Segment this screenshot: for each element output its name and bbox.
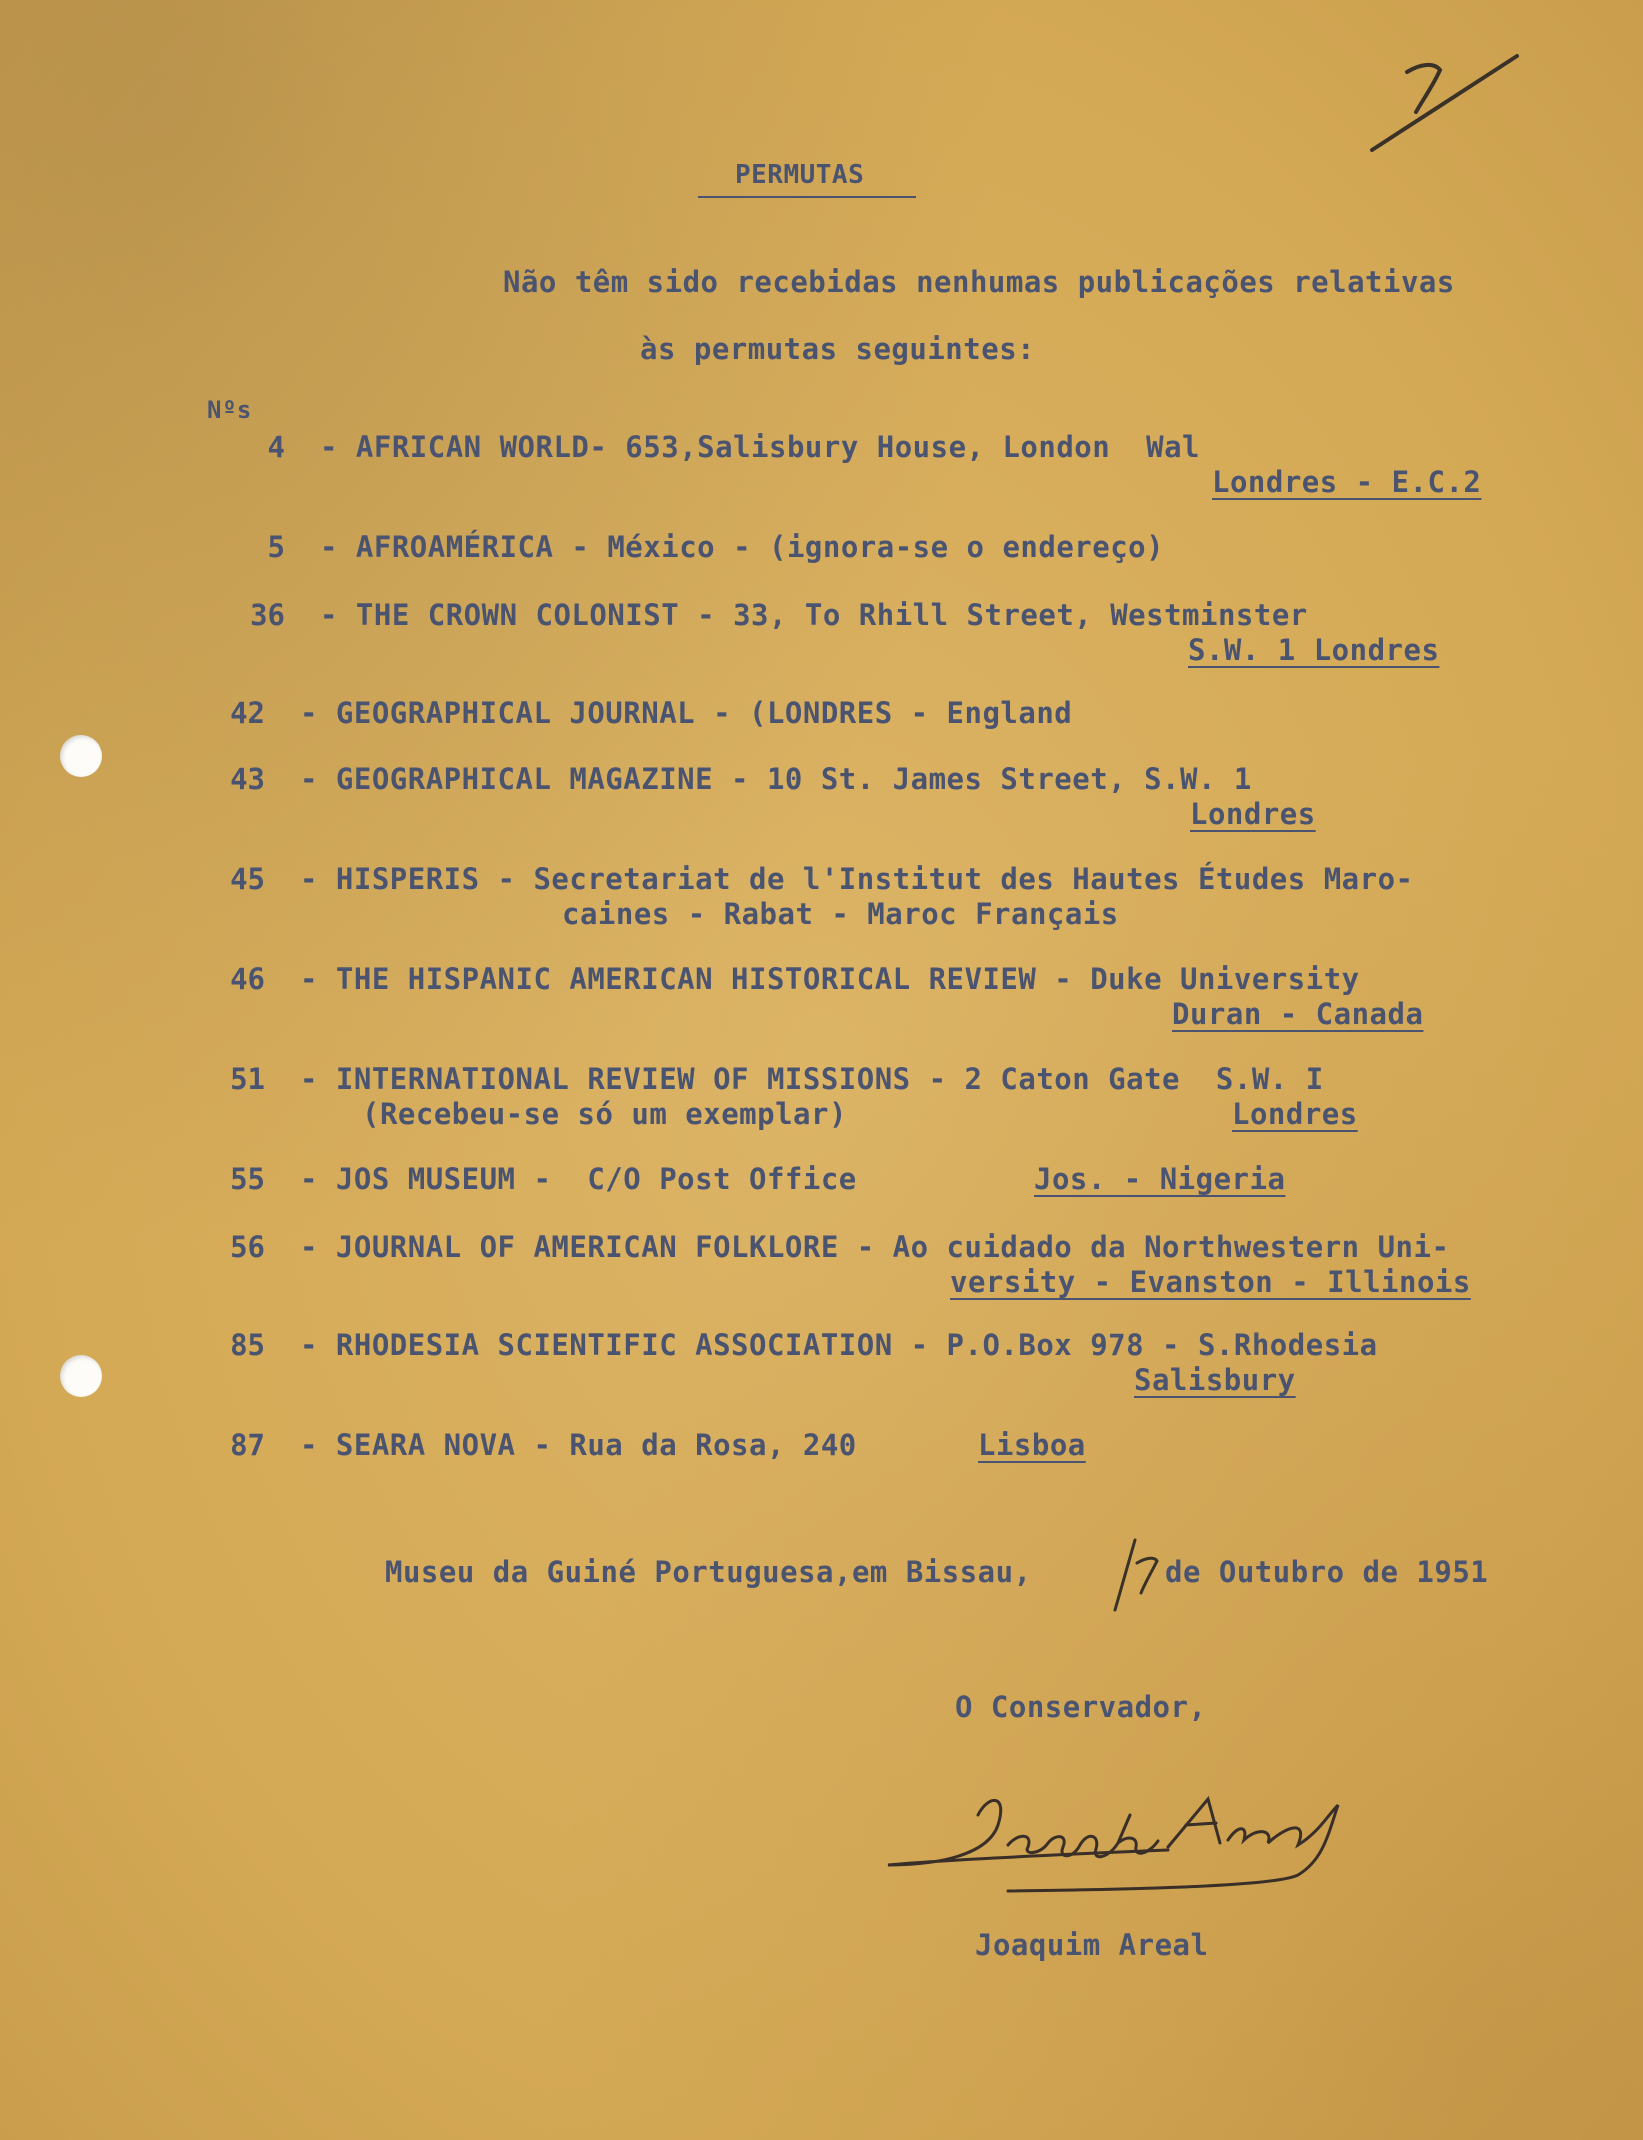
handwritten-day-text: 17 (1095, 1535, 1097, 1536)
entry-line: - SEARA NOVA - Rua da Rosa, 240 (300, 1428, 857, 1462)
intro-line-2: às permutas seguintes: (640, 332, 1036, 366)
entry-line: - THE HISPANIC AMERICAN HISTORICAL REVIEW - Duke University (300, 962, 1360, 996)
entry-number: 46 (230, 962, 265, 996)
entry-number: 5 (267, 530, 285, 564)
entry-number: 45 (230, 862, 265, 896)
entry-line: - GEOGRAPHICAL JOURNAL - (LONDRES - England (300, 696, 1073, 730)
entry-line: - AFROAMÉRICA - México - (ignora-se o endereço) (320, 530, 1165, 564)
entry-location: versity - Evanston - Illinois (950, 1265, 1471, 1299)
page-title: PERMUTAS (735, 160, 865, 190)
signature-handwritten (868, 1785, 1428, 1895)
entry-location: Jos. - Nigeria (1034, 1162, 1286, 1196)
entry-number: 42 (230, 696, 265, 730)
place-date-rest: de Outubro de 1951 (1165, 1555, 1489, 1589)
entry-number: 55 (230, 1162, 265, 1196)
entry-number: 85 (230, 1328, 265, 1362)
entry-number: 4 (267, 430, 285, 464)
entry-location: Duran - Canada (1172, 997, 1424, 1031)
entry-line: - INTERNATIONAL REVIEW OF MISSIONS - 2 Caton Gate S.W. I (300, 1062, 1324, 1096)
signatory-name: Joaquim Areal (975, 1928, 1209, 1962)
title-underline (698, 196, 916, 198)
entry-number: 56 (230, 1230, 265, 1264)
entry-line: - JOURNAL OF AMERICAN FOLKLORE - Ao cuidado da Northwestern Uni- (300, 1230, 1450, 1264)
entry-number: 43 (230, 762, 265, 796)
entry-location: Londres (1190, 797, 1316, 831)
intro-line-1: Não têm sido recebidas nenhumas publicações relativas (503, 265, 1455, 299)
punch-hole-bottom (60, 1355, 102, 1397)
entry-location: Lisboa (978, 1428, 1086, 1462)
closing: O Conservador, (955, 1690, 1207, 1724)
entry-location: Salisbury (1134, 1363, 1296, 1397)
entry-number: 36 (250, 598, 285, 632)
punch-hole-top (60, 735, 102, 777)
entry-location: caines - Rabat - Maroc Français (562, 897, 1119, 931)
entry-line: - GEOGRAPHICAL MAGAZINE - 10 St. James Street, S.W. 1 (300, 762, 1252, 796)
entry-note: (Recebeu-se só um exemplar) (362, 1097, 847, 1131)
entry-line: - HISPERIS - Secretariat de l'Institut des Hautes Études Maro- (300, 862, 1414, 896)
entry-line: - AFRICAN WORLD- 653,Salisbury House, London Wal (320, 430, 1201, 464)
folio-mark-handwritten (1362, 50, 1532, 160)
entry-location: Londres (1232, 1097, 1358, 1131)
entry-number: 87 (230, 1428, 265, 1462)
place-date: Museu da Guiné Portuguesa,em Bissau, (385, 1555, 1032, 1589)
numbers-label: Nºs (207, 396, 252, 424)
entry-location: Londres - E.C.2 (1212, 465, 1482, 499)
entry-line: - THE CROWN COLONIST - 33, To Rhill Street, Westminster (320, 598, 1308, 632)
handwritten-day (1095, 1535, 1165, 1615)
entry-location: S.W. 1 Londres (1188, 633, 1440, 667)
entry-number: 51 (230, 1062, 265, 1096)
entry-line: - JOS MUSEUM - C/O Post Office (300, 1162, 857, 1196)
entry-line: - RHODESIA SCIENTIFIC ASSOCIATION - P.O.Box 978 - S.Rhodesia (300, 1328, 1378, 1362)
